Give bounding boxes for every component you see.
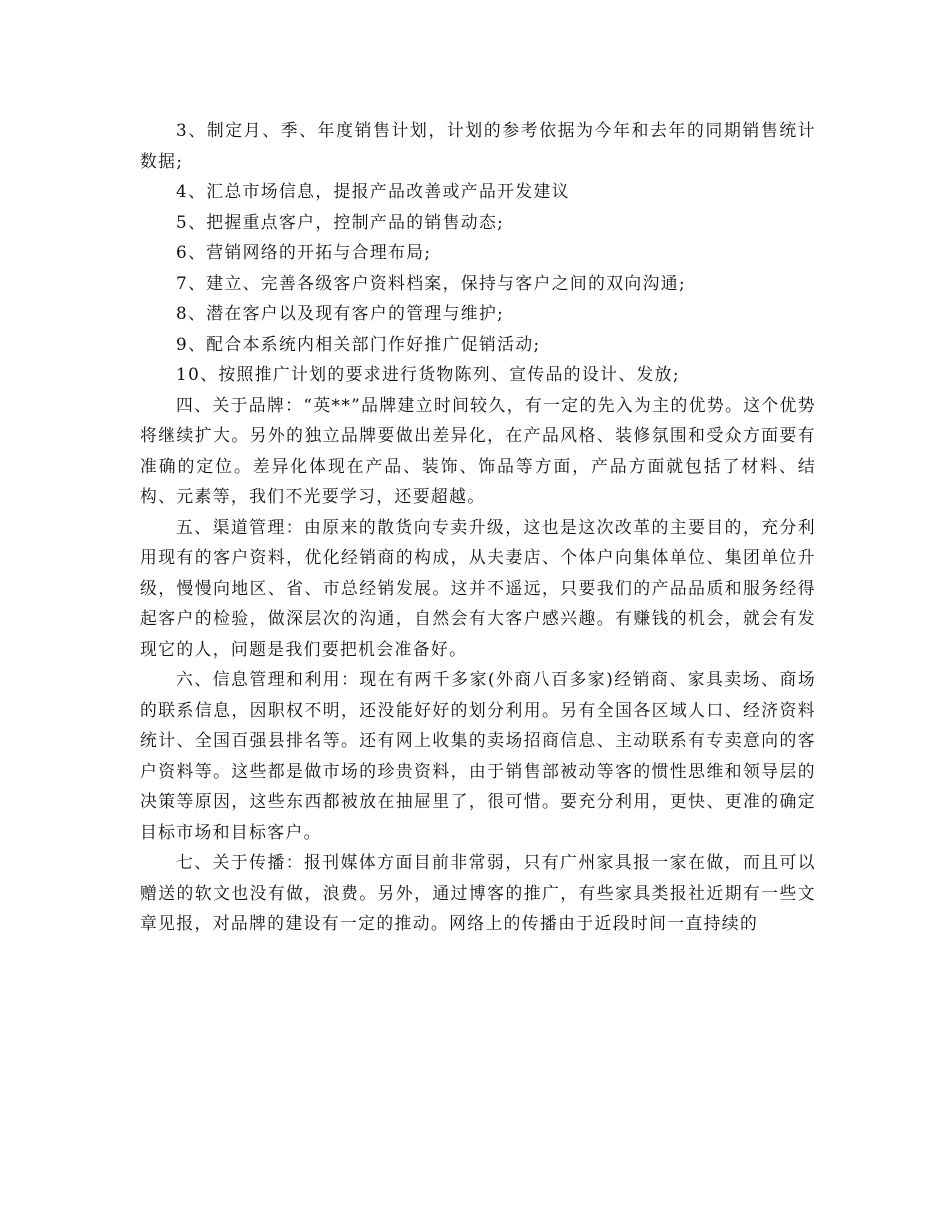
document-body <box>140 115 816 939</box>
list-item-10: 10、按照推广计划的要求进行货物陈列、宣传品的设计、发放; <box>176 364 680 384</box>
section-communication: 七、关于传播：报刊媒体方面目前非常弱，只有广州家具报一家在做，而且可以赠送的软文也没有做，浪费。另外，通过博客的推广，有些家具类报社近期有一些文章见报，对品牌的建设有一定的推动。网络上的传播由于近段时间一直持续的 <box>140 852 816 933</box>
section-channel-management: 五、渠道管理：由原来的散货向专卖升级，这也是这次改革的主要目的，充分利用现有的客户资料，优化经销商的构成，从夫妻店、个体户向集体单位、集团单位升级，慢慢向地区、省、市总经销发展。这并不遥远，只要我们的产品品质和服务经得起客户的检验，做深层次的沟通，自然会有大客户感兴趣。有赚钱的机会，就会有发现它的人，问题是我们要把机会准备好。 <box>140 516 816 659</box>
list-item-8: 8、潜在客户以及现有客户的管理与维护; <box>176 303 505 323</box>
section-brand: 四、关于品牌：“英**”品牌建立时间较久，有一定的先入为主的优势。这个优势将继续扩大。另外的独立品牌要做出差异化，在产品风格、装修氛围和受众方面要有准确的定位。差异化体现在产品、装饰、饰品等方面，产品方面就包括了材料、结构、元素等，我们不光要学习，还要超越。 <box>140 394 816 506</box>
section-information-management: 六、信息管理和利用：现在有两千多家(外商八百多家)经销商、家具卖场、商场的联系信息，因职权不明，还没能好好的划分利用。另有全国各区域人口、经济资料统计、全国百强县排名等。还有网上收集的卖场招商信息、主动联系有专卖意向的客户资料等。这些都是做市场的珍贵资料，由于销售部被动等客的惯性思维和领导层的决策等原因，这些东西都被放在抽屉里了，很可惜。要充分利用，更快、更准的确定目标市场和目标客户。 <box>140 669 816 842</box>
list-item-4: 4、汇总市场信息，提报产品改善或产品开发建议 <box>176 181 570 201</box>
list-item-6: 6、营销网络的开拓与合理布局; <box>176 242 432 262</box>
list-item-3: 3、制定月、季、年度销售计划，计划的参考依据为今年和去年的同期销售统计数据; <box>140 120 816 171</box>
list-item-9: 9、配合本系统内相关部门作好推广促销活动; <box>176 333 541 354</box>
list-item-7: 7、建立、完善各级客户资料档案，保持与客户之间的双向沟通; <box>176 272 687 293</box>
list-item-5: 5、把握重点客户，控制产品的销售动态; <box>176 211 505 232</box>
